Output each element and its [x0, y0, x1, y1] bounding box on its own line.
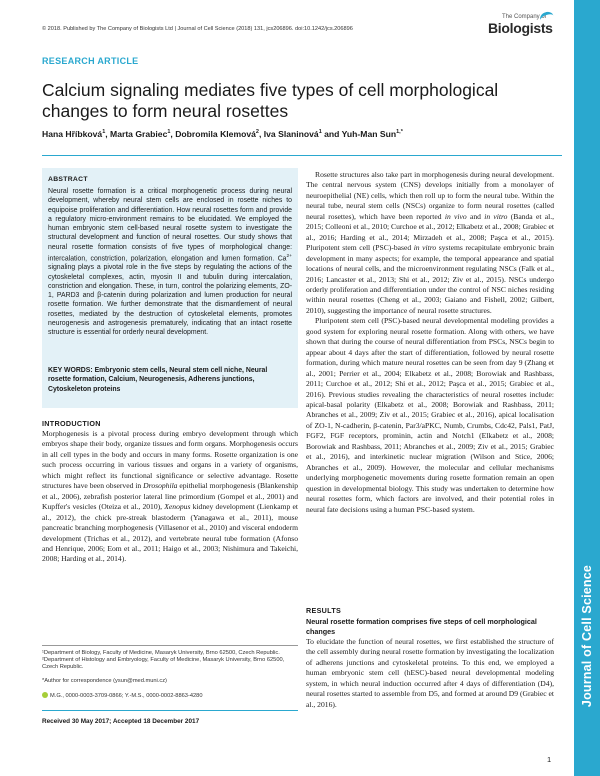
title-divider: [42, 155, 562, 156]
author-affiliation-mark: 2: [255, 129, 259, 136]
logo-swirl-icon: [538, 10, 555, 26]
right-column-text: [306, 170, 554, 515]
journal-sidebar-label: Journal of Cell Science: [580, 564, 594, 708]
orcid-icon: [42, 692, 48, 698]
author-name[interactable]: Iva Slaninová: [263, 129, 319, 139]
paragraph-rosettes-cns: Rosette structures also take part in morphogenesis during neural development. The central nervous system (CNS) develops initially from a monolayer of neuroepithelial (NE) cells, which then roll up to form the neural tube. Within the neural tube, neural stem cells (NSCs) organize to form neural rosettes (called neural rosettes), which have been reported in vivo and in vitro (Banda et al., 2015; Colleoni et al., 2010; Curchoe et al., 2012; Elkabetz et al., 2008; Grabiec et al., 2016; Harding et al., 2014; Mirzadeh et al., 2008; Paşca et al., 2015). Pluripotent stem cell (PSC)-based in vitro systems recapitulate embryonic brain development in many aspects; for example, the temporal appearance and spatial locations of neural cells, and the microenvironment regulating NSCs (Falk et al., 2016; Lancaster et al., 2013; Shi et al., 2012; Ziv et al., 2015). NSCs undergo orderly proliferation and differentiation under the control of NSC niches residing within neural rosettes (Cheng et al., 2003; Gaiano and Fishell, 2002; Gilbert, 2010), suggesting the importance of neural rosette structures.: [306, 170, 554, 315]
author-name[interactable]: Marta Grabiec: [110, 129, 168, 139]
abstract-text: Neural rosette formation is a critical morphogenetic process during neural development, whereby neural stem cells are enclosed in rosette niches to equipoise proliferation and differentiation. How neural rosettes form and provide a regulatory micro-environment remains to be elucidated. We employed the human embryonic stem cell-based neural rosette system to investigate the structural development and function of neural rosettes. Our study shows that neural rosette formation consists of five types of morphological change: intercalation, constriction, polarization, elongation and lumen formation. $Ca^{2+}$ signaling plays a pivotal role in the five steps by regulating the actions of the cytoskeletal complexes, actin, myosin II and tubulin during intercalation, constriction and elongation. These, in turn, control the polarizing elements, ZO-1, PARD3 and β-catenin during polarization and lumen production for neural rosette formation. We further demonstrate that the dismantlement of neural rosettes, mediated by the destruction of cytoskeletal elements, promotes neurogenesis and astrogenesis prematurely, indicating that an intact rosette structure is essential for orderly neural development.: [48, 188, 292, 337]
author-name[interactable]: Yuh-Man Sun: [341, 129, 397, 139]
author-affiliation-mark: 1: [102, 129, 106, 136]
logo-main-text: Biologists: [488, 20, 553, 36]
received-dates: Received 30 May 2017; Accepted 18 December 2017: [42, 718, 200, 725]
author-name[interactable]: Hana Hříbková: [42, 129, 103, 139]
affiliations: ¹Department of Biology, Faculty of Medicine, Masaryk University, Brno 62500, Czech Republic. ²Department of Histology and Embryology, Faculty of Medicine, Masaryk University, Brno 62500, Czech Republic.: [42, 650, 285, 671]
copyright-line: © 2018. Published by The Company of Biologists Ltd | Journal of Cell Science (2018) 131, jcs206896. doi:10.1242/jcs.206896: [42, 26, 353, 32]
publisher-logo[interactable]: [488, 14, 560, 40]
abstract-heading: ABSTRACT: [48, 176, 88, 183]
author-affiliation-mark: 1,*: [396, 129, 403, 136]
keywords: KEY WORDS: Embryonic stem cells, Neural stem cell niche, Neural rosette formation, Calcium, Neurogenesis, Adherens junctions, Cytoskeleton proteins: [48, 367, 268, 393]
author-affiliation-mark: 1: [167, 129, 171, 136]
logo-top-text: The Company of: [502, 14, 547, 20]
footnote-divider: [42, 645, 298, 646]
correspondence[interactable]: *Author for correspondence (ysun@med.muni.cz): [42, 678, 167, 684]
orcid-line[interactable]: M.G., 0000-0003-3709-0866; Y.-M.S., 0000-0002-8863-4280: [42, 692, 298, 700]
results-heading: RESULTS: [306, 606, 342, 615]
article-title: Calcium signaling mediates five types of cell morphological changes to form neural rosettes: [42, 80, 499, 121]
results-subheading: Neural rosette formation comprises five steps of cell morphological changes: [306, 617, 537, 636]
received-divider: [42, 710, 298, 711]
paragraph-psc-modeling: Pluripotent stem cell (PSC)-based neural developmental modeling provides a good system for exploring neural rosette formation. Along with others, we have shown that during the course of neural differentiation from PSCs, NSCs begin to appear about 4 days after the start of differentiation, followed by neural rosette formation, during which mature neural rosettes can be seen from day 9 (Zhang et al., 2001; Perrier et al., 2004; Elkabetz et al., 2008; Borowiak and Rashbass, 2011; Curchoe et al., 2012; Shi et al., 2012; Paşca et al., 2015; Grabiec et al., 2016). Previous studies revealing the characteristics of neural rosettes include: apical-basal polarity (Elkabetz et al., 2008; Borowiak and Rashbass, 2011; Abranches et al., 2009; Ziv et al., 2015; Grabiec et al., 2016), apical localisation of ZO-1, N-cadherin, β-catenin, Par3/aPKC, Numb, Crumbs, Cdc42, Pals1, PatJ, FGF2, FGF receptors, prominin, actin and Notch1 (Elkabetz et al., 2008; Borowiak and Rashbass, 2011; Abranches et al., 2009; Ziv et al., 2015; Grabiec et al., 2016), and interkinetic nuclear migration (Wilson and Stice, 2006; Abranches et al., 2009). However, the molecular and cellular mechanisms underlying morphogenetic movements during rosette formation remain an open question in developmental biology. This study was undertaken to determine how neural rosettes form, which factors are involved, and their potential roles in neural fate decisions using a human PSC-based system.: [306, 316, 554, 514]
results-text: To elucidate the function of neural rosettes, we first established the structure of the cell assembly during neural rosette formation by investigating the localization of adherens junctions and cytoskeletal proteins. To this end, we employed a human embryonic stem cell (hESC)-based neural developmental modeling system, in which neural induction occurred after 4 days of differentiation (D4), neural rosettes started to assemble from D5, and formed at around D9 (Grabiec et al., 2016).: [306, 637, 554, 709]
introduction-text: Morphogenesis is a pivotal process during embryo development through which embryos shape their body, organize tissues and form organs. Morphogenesis occurs in all cell types in the body and occurs in many forms. Rosette organization is one such process occurring in various tissues and organs in a variety of organisms, which might reflect its functional significance or selective advantage. Rosette structures have been observed in Drosophila epithelial morphogenesis (Blankenship et al., 2006), zebrafish posterior lateral line primordium (Gompel et al., 2001) and Kupffer's vesicles (Oteiza et al., 2010), Xenopus kidney development (Lienkamp et al., 2012), the chick pre-streak blastoderm (Yanagawa et al., 2011), mouse pancreatic branching morphogenesis (Villasenor et al., 2010) and visceral endoderm development (Trichas et al., 2012), and vertebrate neural tube formation (Afonso and Henrique, 2006; Eom et al., 2011; Haigo et al., 2003; Nishimura and Takeichi, 2008; Harding et al., 2014).: [42, 429, 298, 564]
article-type-label: RESEARCH ARTICLE: [42, 56, 139, 66]
author-name[interactable]: Dobromila Klemová: [175, 129, 256, 139]
author-list: Hana Hříbková$^1$, Marta Grabiec$^1$, Dobromila Klemová$^2$, Iva Slaninová$^1$ and Yuh-Man Sun$^{1,*}$: [42, 129, 403, 139]
author-affiliation-mark: 1: [318, 129, 322, 136]
introduction-heading: INTRODUCTION: [42, 419, 101, 428]
page-number: 1: [547, 755, 552, 764]
